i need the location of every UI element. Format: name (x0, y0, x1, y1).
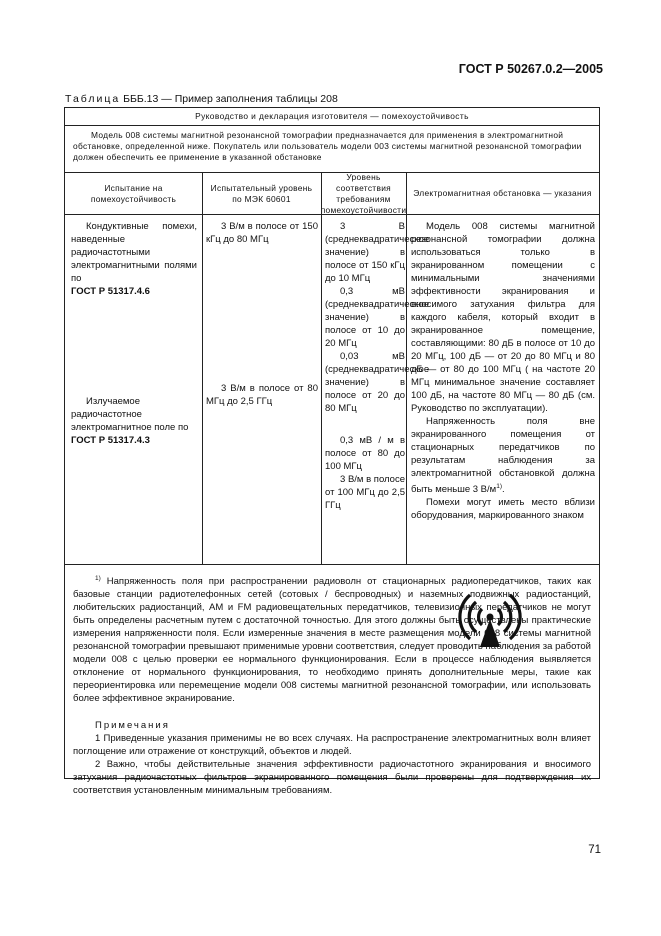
test-column (71, 220, 197, 447)
test-text: Кондуктивные помехи, наведенные радиочастотными электромагнитными полями по (71, 221, 197, 284)
table-caption (65, 93, 338, 105)
guidance-text: Помехи могут иметь место вблизи оборудования, маркированного знаком (411, 497, 595, 522)
guidance-text-body: Напряженность поля вне экранированного помещения от стационарных передатчиков по результатам наблюдения за электромагнитной обстановкой должна быть меньше 3 В/м (411, 416, 595, 496)
test-standard: ГОСТ Р 51317.4.6 (71, 286, 150, 297)
guidance-text-end: . (501, 484, 505, 496)
header-compliance: Уровень соответствия требованиям помехоустойчивости (320, 171, 407, 215)
test-level: 3 В/м в полосе от 150 кГц до 80 МГц (206, 221, 318, 245)
note-item: 1 Приведенные указания применимы не во всех случаях. На распространение электромагнитных волн влияет поглощение или отражение от конструкций, объектов и людей. (73, 733, 591, 758)
table-footer (65, 564, 599, 797)
document-code: ГОСТ Р 50267.0.2—2005 (458, 62, 603, 76)
note-item: 2 Важно, чтобы действительные значения эффективности радиочастотного экранирования и вносимого затухания радиочастотных фильтров экранированного помещения были проверены для подтверждения их соответствия установленным минимальным требованиям. (73, 759, 591, 797)
test-text: Излучаемое радиочастотное электромагнитное поле по (71, 396, 189, 433)
header-test: Испытание на помехоустойчивость (90, 182, 177, 204)
compliance-level: 3 В/м в полосе от 100 МГц до 2,5 ГГц (325, 474, 405, 511)
column-headers (65, 173, 599, 215)
test-level: 3 В/м в полосе от 80 МГц до 2,5 ГГц (206, 383, 318, 407)
level-column (206, 220, 318, 408)
table-title: Руководство и декларация изготовителя — помехоустойчивость (65, 108, 599, 126)
guidance-column (411, 220, 595, 522)
emc-table (64, 107, 600, 797)
notes-title: Примечания (95, 720, 170, 732)
footnote-ref: 1) (496, 483, 502, 490)
header-level: Испытательный уровень по МЭК 60601 (210, 182, 313, 204)
footnote-text: Напряженность поля при распространении радиоволн от стационарных радиопередатчиков, таких как базовые станции радиотелефонных сетей (сотовых / беспроводных) и наземных подвижных радиостанций, любительских радиостанций, AM и FM радиовещательных передатчиков, телевизионных передатчиков не могут быть определены расчетным путем с достаточной точностью. Для этого должны быть осуществлены практические измерения напряженности поля. Если измеренные значения в месте размещения модели 008 системы магнитной резонансной томографии превышают применимые уровни соответствия, следует проводить наблюдения за работой модели 008 с целью проверки ее нормального функционирования. Если в процессе наблюдения выявляется отклонение от нормального функционирования, то необходимо принять дополнительные меры, такие как переориентировка или перемещение модели 008 системы магнитной резонансной томографии, или использовать более эффективное экранирование. (73, 576, 591, 705)
footnote-marker: 1) (95, 575, 101, 582)
footnote (73, 572, 591, 705)
guidance-text (411, 415, 595, 496)
page-number: 71 (588, 844, 601, 856)
test-standard: ГОСТ Р 51317.4.3 (71, 435, 150, 446)
caption-label: Таблица (65, 93, 121, 105)
compliance-level: 0,3 мВ / м в полосе от 80 до 100 МГц (325, 435, 405, 472)
compliance-column (325, 220, 430, 512)
table-intro (65, 125, 599, 173)
header-guidance: Электромагнитная обстановка — указания (413, 188, 592, 198)
intro-text: Модель 008 системы магнитной резонансной томографии предназначается для применения в электромагнитной обстановке, определенной ниже. Покупатель или пользователь модели 003 системы магнитной резонансной томографии должен обеспечить ее применение в указанной обстановке (73, 130, 582, 162)
compliance-level: 0,03 мВ (среднеквадратическое значение) в полосе от 20 до 80 МГц (325, 351, 430, 414)
caption-title: БББ.13 — Пример заполнения таблицы 208 (120, 93, 338, 105)
guidance-text: Модель 008 системы магнитной резонансной томографии должна использоваться только в экранированном помещении с минимальными значениями эффективности экранирования и вносимого затухания фильтра для каждого кабеля, который входит в экранированное помещение, составляющими: 80 дБ в полосе от 10 до 20 МГц, 100 дБ — от 20 до 80 МГц и 80 дБ — от 80 до 100 МГц ( на частоте 20 МГц минимальное значение составляет 100 дБ, на частоте 80 МГц — 80 дБ (см. Руководство по эксплуатации). (411, 221, 595, 414)
compliance-level: 0,3 мВ (среднеквадратическое значение) в полосе от 10 до 20 МГц (325, 286, 430, 349)
compliance-level: 3 В (среднеквадратическое значение) в полосе от 150 кГц до 10 МГц (325, 221, 430, 284)
